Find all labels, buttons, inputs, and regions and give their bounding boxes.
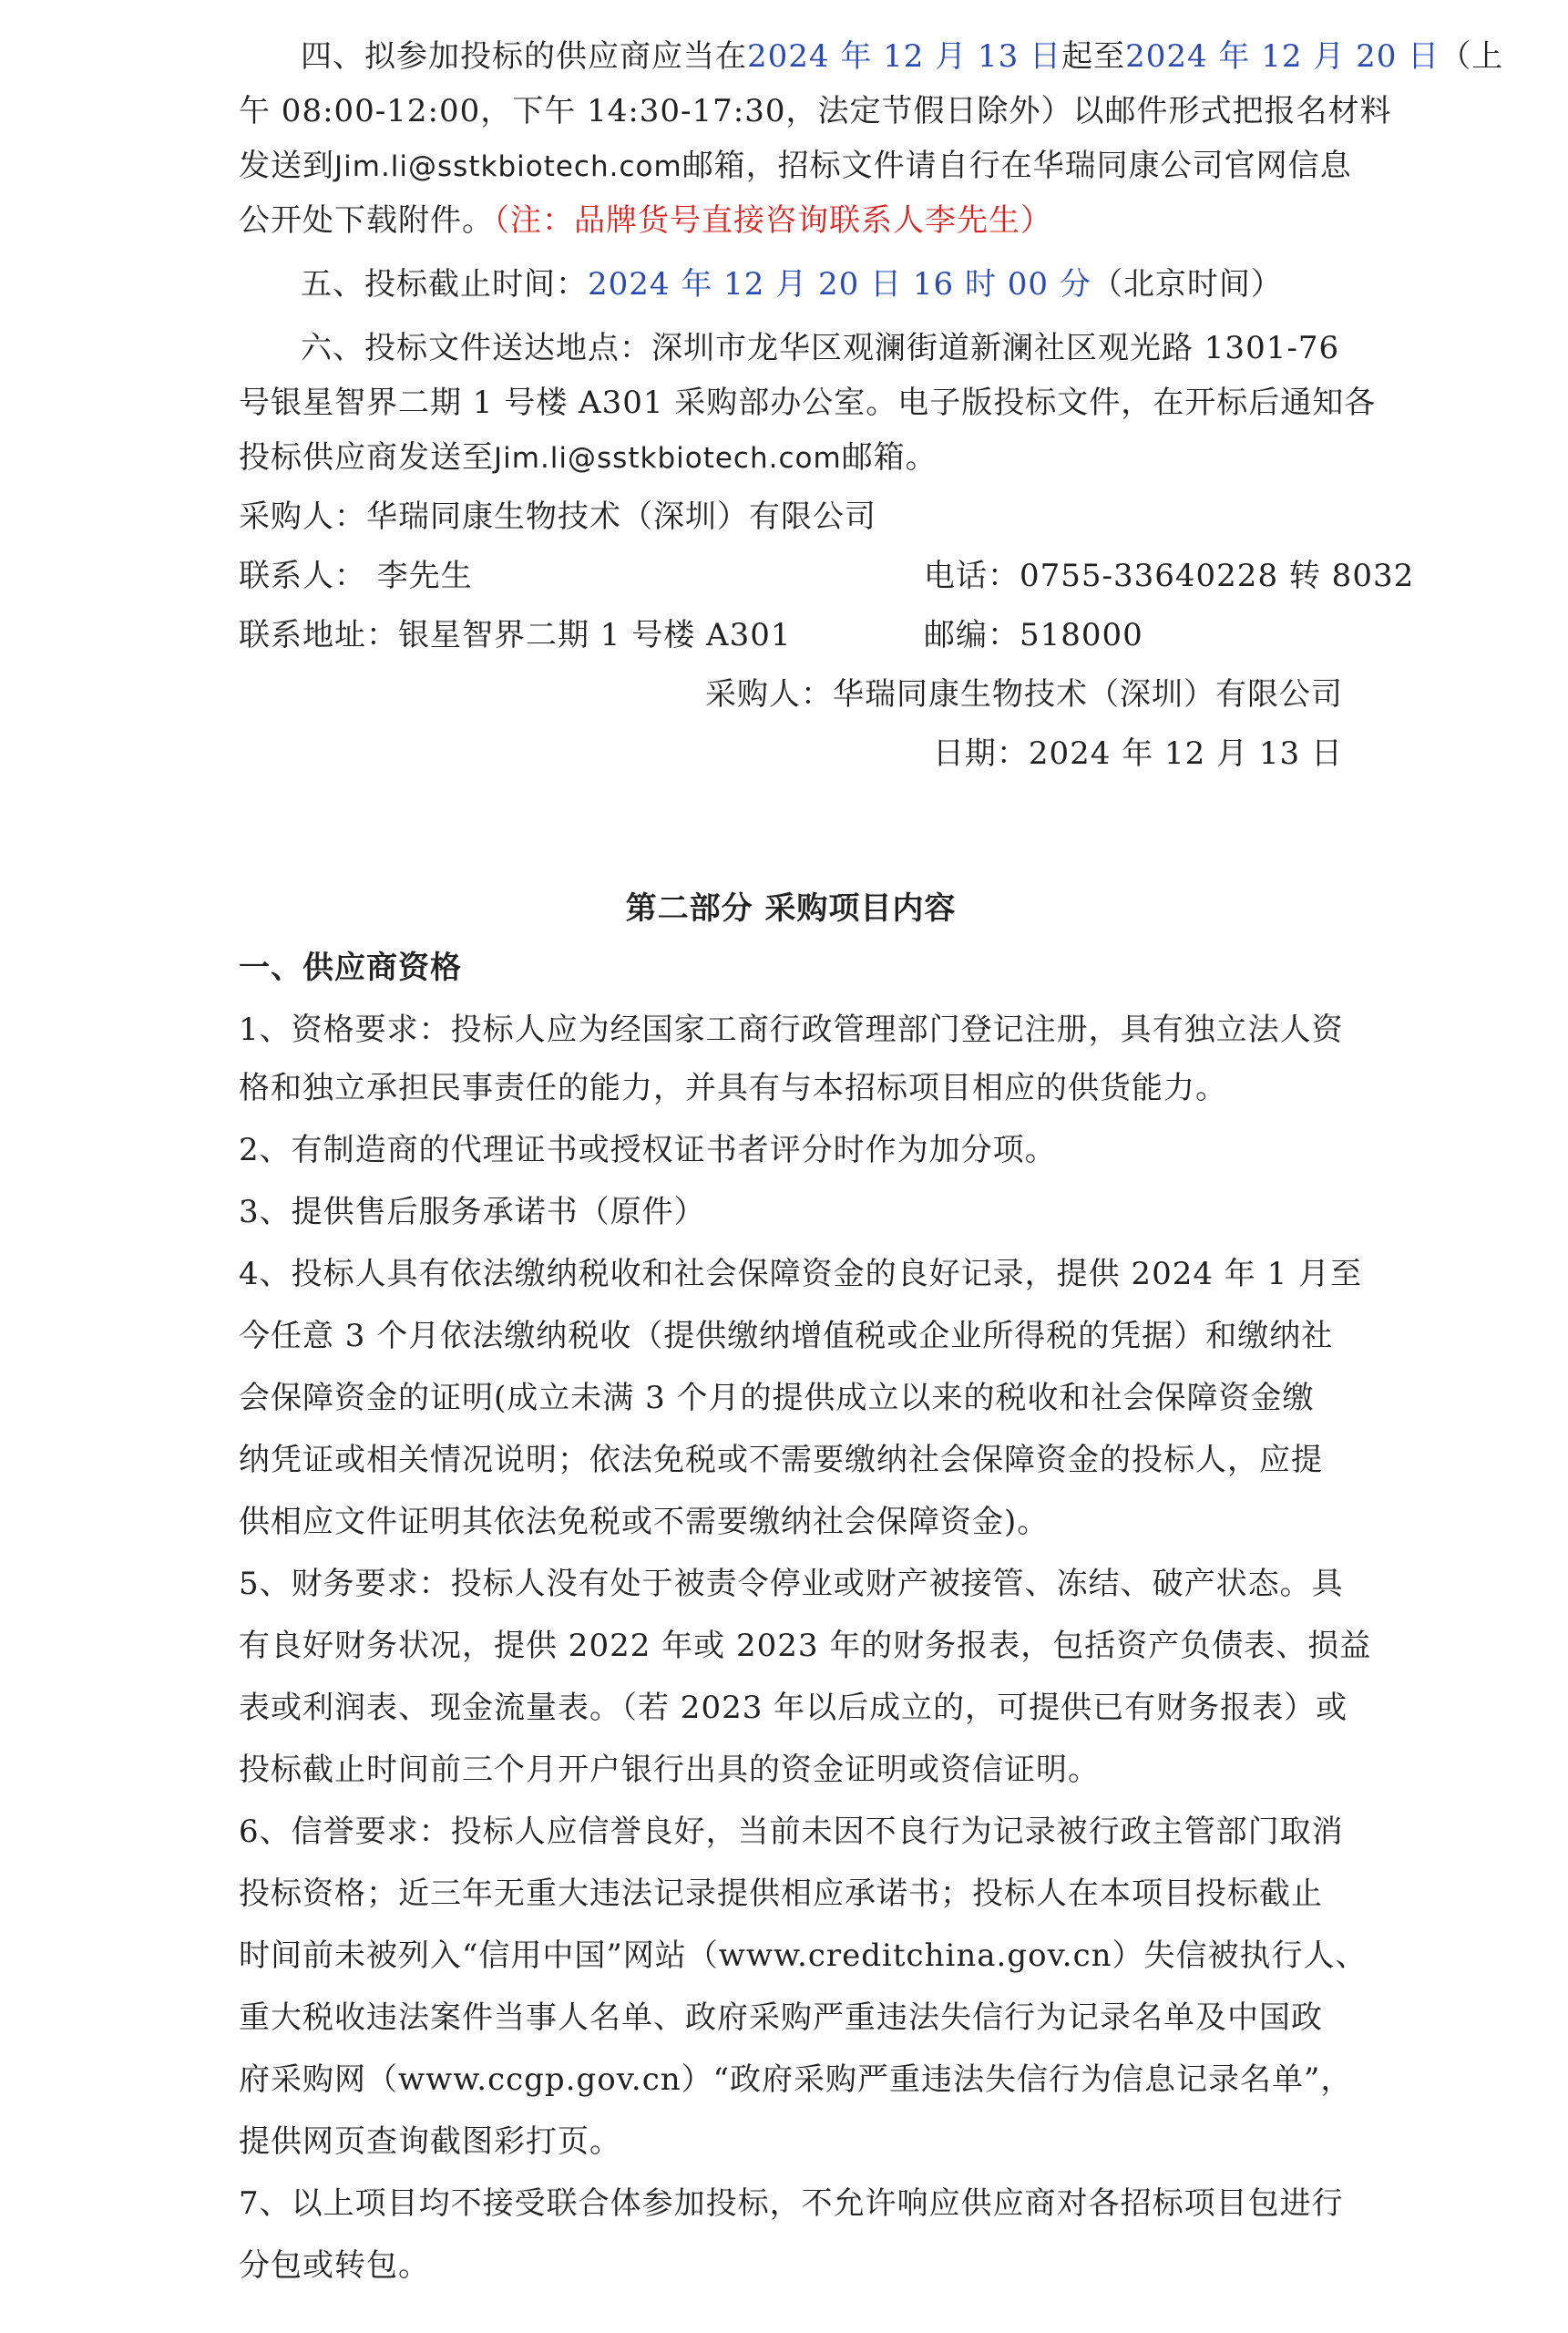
signature-buyer: 采购人：华瑞同康生物技术（深圳）有限公司 <box>705 676 1343 713</box>
body-line: 4、投标人具有依法缴纳税收和社会保障资金的良好记录，提供 2024 年 1 月至 <box>239 1256 1363 1292</box>
body-line: 7、以上项目均不接受联合体参加投标，不允许响应供应商对各招标项目包进行 <box>239 2185 1344 2222</box>
end-date: 2024 年 12 月 20 日 <box>1125 38 1440 75</box>
address-row <box>239 615 1343 655</box>
section5-text: （北京时间） <box>1091 266 1283 303</box>
contact-address: 联系地址：银星智界二期 1 号楼 A301 <box>239 617 792 653</box>
contact-person: 联系人： 李先生 <box>239 558 473 594</box>
buyer-name: 采购人：华瑞同康生物技术（深圳）有限公司 <box>239 498 876 535</box>
body-line: 6、信誉要求：投标人应信誉良好，当前未因不良行为记录被行政主管部门取消 <box>239 1814 1344 1850</box>
contact-row <box>239 556 1415 596</box>
section4-text: （上 <box>1440 38 1504 75</box>
body-line: 纳凭证或相关情况说明；依法免税或不需要缴纳社会保障资金的投标人，应提 <box>239 1442 1323 1478</box>
section4-text: 发送到 <box>239 148 334 184</box>
body-line: 投标截止时间前三个月开户银行出具的资金证明或资信证明。 <box>239 1752 1100 1788</box>
section6-line3 <box>239 437 1343 478</box>
part2-title: 第二部分 采购项目内容 <box>625 890 957 927</box>
body-line: 2、有制造商的代理证书或授权证书者评分时作为加分项。 <box>239 1132 1057 1168</box>
section5-label: 五、投标截止时间： <box>301 266 588 303</box>
start-date: 2024 年 12 月 13 日 <box>747 38 1062 75</box>
section4-text: 四、拟参加投标的供应商应当在 <box>301 38 747 75</box>
body-line: 会保障资金的证明(成立未满 3 个月的提供成立以来的税收和社会保障资金缴 <box>239 1380 1315 1416</box>
section4-line1 <box>301 36 1504 77</box>
contact-postcode: 邮编：518000 <box>924 617 1143 653</box>
body-line: 表或利润表、现金流量表。（若 2023 年以后成立的，可提供已有财务报表）或 <box>239 1690 1348 1726</box>
body-line: 重大税收违法案件当事人名单、政府采购严重违法失信行为记录名单及中国政 <box>239 1999 1323 2036</box>
body-line: 投标资格；近三年无重大违法记录提供相应承诺书；投标人在本项目投标截止 <box>239 1876 1323 1912</box>
body-line: 提供网页查询截图彩打页。 <box>239 2123 621 2160</box>
section4-text: 起至 <box>1061 38 1126 75</box>
note-text: （注：品牌货号直接咨询联系人李先生） <box>494 202 1052 239</box>
section4-text: 邮箱，招标文件请自行在华瑞同康公司官网信息 <box>682 148 1352 184</box>
section5-line <box>301 264 1343 304</box>
section6-line2: 号银星智界二期 1 号楼 A301 采购部办公室。电子版投标文件，在开标后通知各 <box>239 385 1377 421</box>
section6-text: 投标供应商发送至 <box>239 439 494 476</box>
body-line: 1、资格要求：投标人应为经国家工商行政管理部门登记注册，具有独立法人资 <box>239 1012 1344 1048</box>
part2-heading: 一、供应商资格 <box>239 950 462 986</box>
contact-phone: 电话：0755-33640228 转 8032 <box>924 558 1415 594</box>
body-line: 今任意 3 个月依法缴纳税收（提供缴纳增值税或企业所得税的凭据）和缴纳社 <box>239 1318 1334 1354</box>
body-line: 3、提供售后服务承诺书（原件） <box>239 1194 706 1230</box>
section6-line1: 六、投标文件送达地点：深圳市龙华区观澜街道新澜社区观光路 1301-76 <box>301 330 1340 366</box>
section6-text: 邮箱。 <box>841 439 938 476</box>
body-line: 有良好财务状况，提供 2022 年或 2023 年的财务报表，包括资产负债表、损益 <box>239 1628 1372 1664</box>
section4-line3 <box>239 146 1352 187</box>
body-line: 府采购网（www.ccgp.gov.cn）“政府采购严重违法失信行为信息记录名单”， <box>239 2061 1353 2098</box>
body-line: 时间前未被列入“信用中国”网站（www.creditchina.gov.cn）失信被执行人、 <box>239 1937 1368 1974</box>
email-link[interactable]: Jim.li@sstkbiotech.com <box>494 442 842 475</box>
deadline-time: 2024 年 12 月 20 日 16 时 00 分 <box>588 266 1091 303</box>
body-line: 格和独立承担民事责任的能力，并具有与本招标项目相应的供货能力。 <box>239 1070 1227 1106</box>
body-line: 供相应文件证明其依法免税或不需要缴纳社会保障资金)。 <box>239 1504 1050 1540</box>
section4-text: 公开处下载附件。 <box>239 202 494 239</box>
section4-line2: 午 08:00-12:00，下午 14:30-17:30，法定节假日除外）以邮件形式把报名材料 <box>239 93 1392 129</box>
email-link[interactable]: Jim.li@sstkbiotech.com <box>334 150 682 183</box>
body-line: 分包或转包。 <box>239 2247 430 2284</box>
body-line: 5、财务要求：投标人没有处于被责令停业或财产被接管、冻结、破产状态。具 <box>239 1566 1344 1602</box>
signature-date: 日期：2024 年 12 月 13 日 <box>932 735 1343 772</box>
section4-line4 <box>239 200 1343 241</box>
